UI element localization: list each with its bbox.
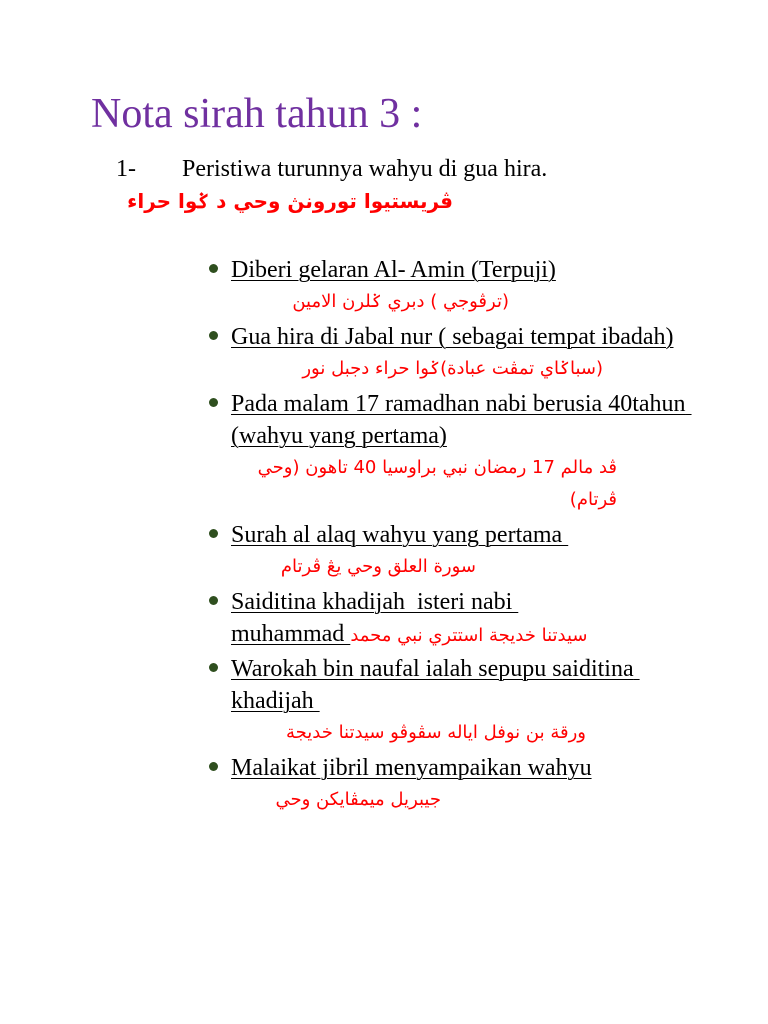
numbered-heading <box>116 153 547 185</box>
item-text: Warokah bin naufal ialah sepupu saiditina khadijah <box>231 656 640 714</box>
item-arabic: ورقة بن نوفل اياله سڤوڤو سيدتنا خديجة <box>286 722 586 743</box>
list-item <box>206 752 686 816</box>
item-text: Malaikat jibril menyampaikan wahyu <box>231 755 592 781</box>
list-item <box>206 586 686 650</box>
list-item <box>206 321 686 385</box>
item-text: Surah al alaq wahyu yang pertama <box>231 522 569 548</box>
item-arabic: (ترڤوجي ) دبري ݢلرن الامين <box>292 291 509 312</box>
bullet-list <box>206 254 692 819</box>
item-text-line1: Saiditina khadijah isteri nabi <box>231 589 519 615</box>
list-item <box>206 254 686 318</box>
bullet-icon <box>209 529 218 538</box>
heading-arabic: ڤريستيوا تورونڽ وحي د ݢوا حراء <box>127 189 453 213</box>
list-item <box>206 519 686 583</box>
item-text-line2: muhammad <box>231 621 351 647</box>
bullet-icon <box>209 596 218 605</box>
list-item <box>206 653 686 749</box>
bullet-icon <box>209 762 218 771</box>
item-text: Diberi gelaran Al- Amin (Terpuji) <box>231 257 556 283</box>
bullet-icon <box>209 264 218 273</box>
item-text: Pada malam 17 ramadhan nabi berusia 40tahun (wahyu yang pertama) <box>231 391 692 449</box>
item-arabic: ڤد مالم 17 رمضان نبي براوسيا 40 تاهون (وحي ڤرتام) <box>257 457 617 510</box>
item-arabic: سورة العلق وحي يڠ ڤرتام <box>280 556 476 577</box>
item-text: Gua hira di Jabal nur ( sebagai tempat ibadah) <box>231 324 674 350</box>
page-title: Nota sirah tahun 3 : <box>91 91 423 137</box>
item-arabic: سيدتنا خديجة استتري نبي محمد <box>350 625 588 646</box>
heading-number: 1- <box>116 156 136 182</box>
item-arabic: (سباݢاي تمڤت عبادة)ݢوا حراء دجبل نور <box>302 358 603 379</box>
item-arabic: جيبريل ميمڤايكن وحي <box>275 789 441 810</box>
list-item <box>206 388 692 516</box>
bullet-icon <box>209 663 218 672</box>
heading-text: Peristiwa turunnya wahyu di gua hira. <box>182 156 548 182</box>
bullet-icon <box>209 398 218 407</box>
bullet-icon <box>209 331 218 340</box>
